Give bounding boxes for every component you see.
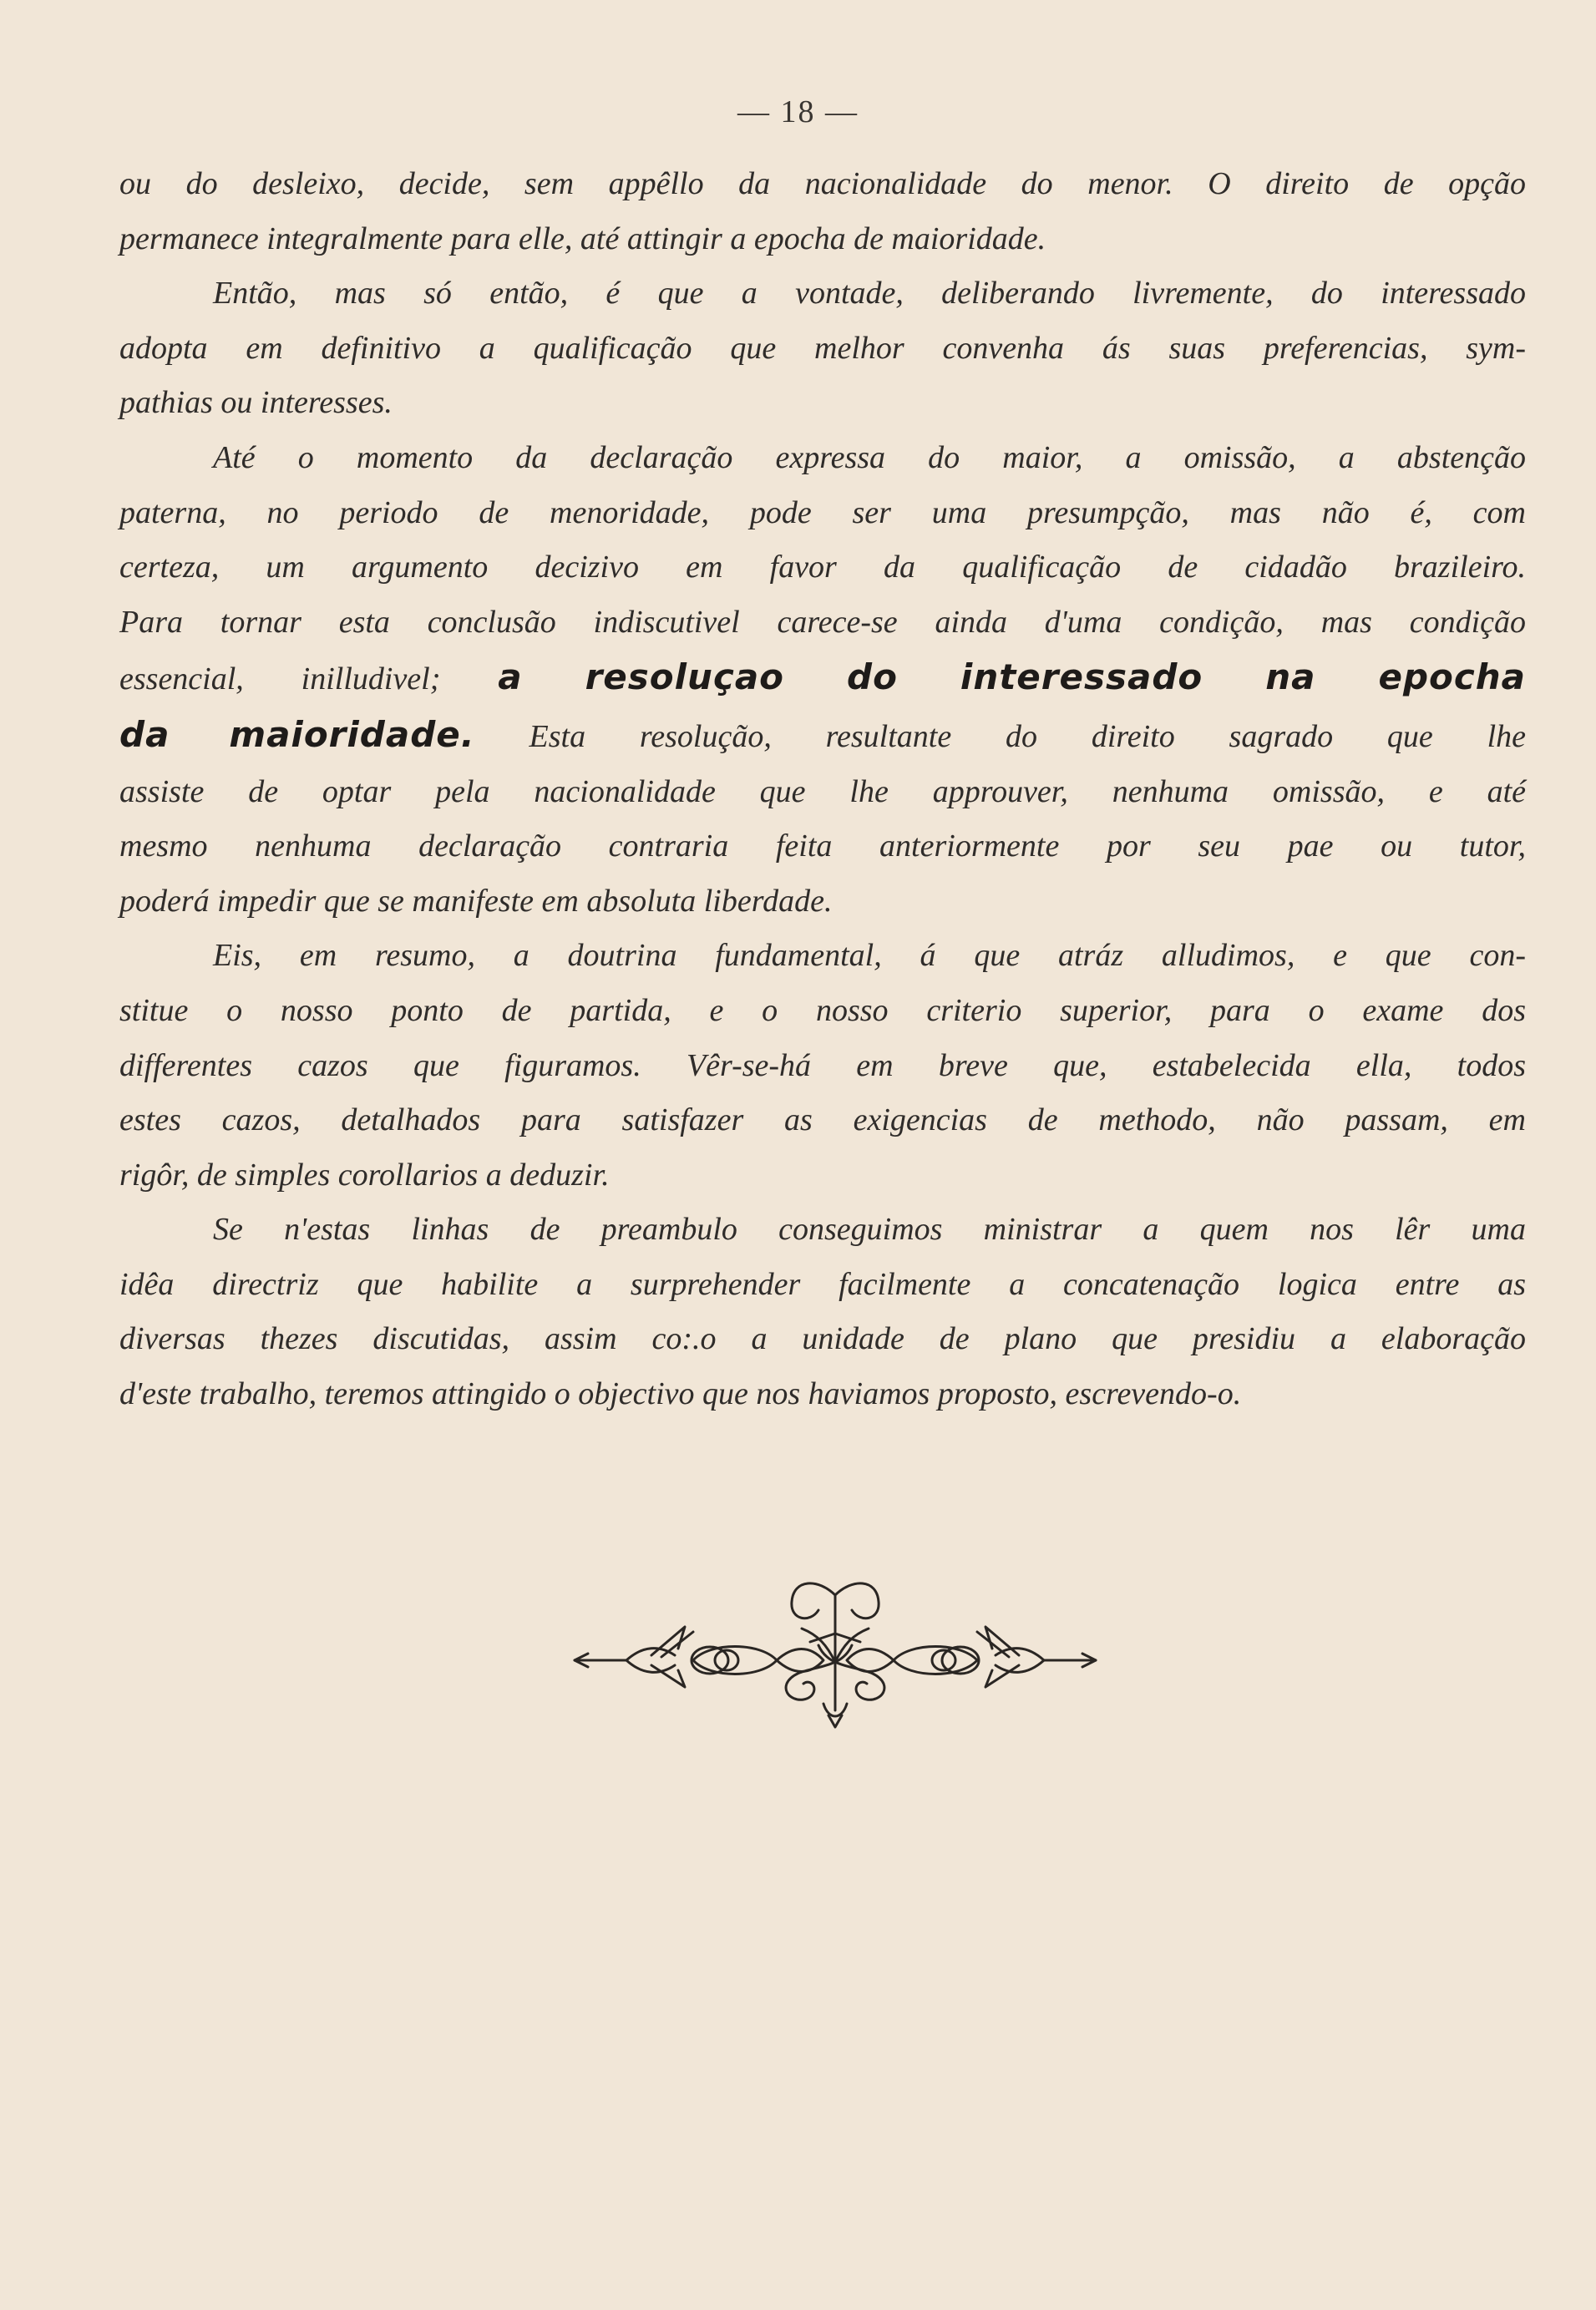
text-line: Eis, em resumo, a doutrina fundamental, á que atráz alludimos, e que con- (213, 938, 1526, 974)
paragraph (119, 266, 1526, 431)
text-line: rigôr, de simples corollarios a deduzir. (119, 1157, 610, 1193)
emphasized-majority-text: da maioridade. (119, 713, 475, 755)
text-line: paterna, no periodo de menoridade, pode ser uma presumpção, mas não é, com (119, 494, 1526, 530)
paragraph (119, 929, 1526, 1203)
floral-tailpiece-ornament-icon (568, 1562, 1102, 1737)
page-number: — 18 — (737, 94, 859, 129)
text-line: assiste de optar pela nacionalidade que lhe approuver, nenhuma omissão, e até (119, 773, 1526, 809)
text-line: pathias ou interesses. (119, 385, 393, 421)
paragraph (119, 1203, 1526, 1421)
paragraph (119, 431, 1526, 929)
text-line: differentes cazos que figuramos. Vêr-se-há em breve que, estabelecida ella, todos (119, 1047, 1526, 1083)
text-fragment: Esta resolução, resultante do direito sagrado que lhe (529, 718, 1527, 754)
text-line: adopta em definitivo a qualificação que melhor convenha ás suas preferencias, sym- (119, 330, 1526, 366)
text-line: Para tornar esta conclusão indiscutivel carece-se ainda d'uma condição, mas condição (119, 604, 1526, 640)
text-line (119, 650, 1526, 707)
text-line (119, 707, 1526, 765)
text-line: d'este trabalho, teremos attingido o objectivo que nos haviamos proposto, escrevendo-o. (119, 1376, 1242, 1412)
text-line: certeza, um argumento decizivo em favor da qualificação de cidadão brazileiro. (119, 550, 1526, 585)
text-line: diversas thezes discutidas, assim co:.o a unidade de plano que presidiu a elaboração (119, 1321, 1526, 1357)
text-line: ou do desleixo, decide, sem appêllo da nacionalidade do menor. O direito de opção (119, 166, 1526, 201)
text-line: stitue o nosso ponto de partida, e o nosso criterio superior, para o exame dos (119, 992, 1526, 1028)
text-line: poderá impedir que se manifeste em absoluta liberdade. (119, 883, 833, 919)
text-line: mesmo nenhuma declaração contraria feita anteriormente por seu pae ou tutor, (119, 828, 1526, 864)
text-line: Se n'estas linhas de preambulo conseguimos ministrar a quem nos lêr uma (213, 1212, 1526, 1248)
text-fragment: essencial, inilludivel; (119, 661, 441, 697)
body-text (119, 157, 1526, 1422)
emphasized-resolution-text: a resoluçao do interessado na epocha (498, 656, 1526, 698)
text-line: Até o momento da declaração expressa do maior, a omissão, a abstenção (213, 439, 1526, 475)
paragraph (119, 157, 1526, 266)
text-line: idêa directriz que habilite a surprehender facilmente a concatenação logica entre as (119, 1266, 1526, 1302)
text-line: permanece integralmente para elle, até attingir a epocha de maioridade. (119, 220, 1046, 256)
text-line: estes cazos, detalhados para satisfazer as exigencias de methodo, não passam, em (119, 1102, 1526, 1138)
text-line: Então, mas só então, é que a vontade, deliberando livremente, do interessado (213, 276, 1526, 312)
